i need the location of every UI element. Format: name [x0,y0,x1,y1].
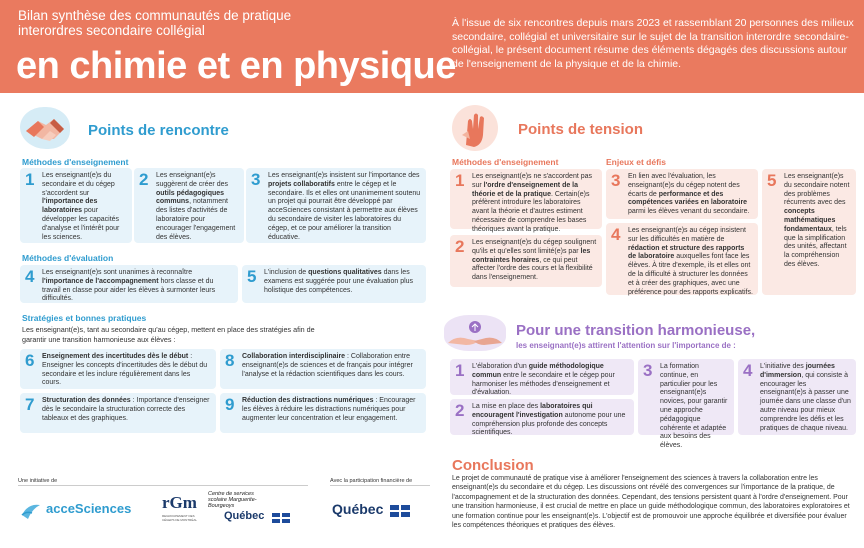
accesciences-logo-icon [20,499,42,521]
card-text: : Encourager les élèves à réduire les distractions numériques pour augmenter leur concentration et leur engagement. [242,397,416,422]
rencontre-card-5 [242,265,426,303]
card-text: auxquelles font face les élèves. À titre d'exemple, ils et elles ont de la difficulté à structurer les données et à créer des graphiques, avec une préférence pour des rapports explicatifs. [628,253,753,296]
card-bold: laboratoires qui encouragent l'investigation [472,403,593,419]
card-text: , ce qui peut affecter l'ordre des cours et la flexibilité dans l'enseignement. [472,256,593,282]
card-number: 3 [643,361,653,380]
transition-card-3 [638,359,734,450]
card-text: : Collaboration entre enseignant(e)s de sciences et de français pour intégrer l'analyse et la rédaction scientifiques dans les cours. [242,353,413,378]
points-de-rencontre-section [12,93,436,548]
tension-card-2 [450,235,602,287]
card-number: 4 [611,225,621,244]
accesciences-text: acceSciences [46,501,132,516]
rgm-subtext: REGROUPEMENT DES CÉGEPS DE MONTRÉAL [162,514,198,522]
card-number: 1 [455,171,465,190]
rencontre-card-8 [220,349,426,389]
transition-card-1 [450,359,634,395]
transition-title: Pour une transition harmonieuse, [516,322,756,339]
centre-quebec-logo [208,491,298,531]
card-number: 2 [139,170,149,189]
card-text: , tels que la simplification des unités, affectant la compréhension des élèves. [784,225,847,268]
card-text: En lien avec l'évaluation, les enseignant(e)s du cégep notent des écarts de [628,173,740,198]
card-bold: rédaction et structure des rapports de laboratoire [628,244,745,261]
rencontre-title: Points de rencontre [88,122,229,139]
footer-divider-2 [330,485,430,486]
card-number: 5 [247,267,257,286]
handshake-icon [20,107,70,149]
card-text: Les enseignant(e)s suggèrent de créer des [156,172,228,188]
card-text: entre le cégep et le secondaire. Ils et elles ont unanimement soutenu un projet qui pourrait être développé par acceSciences consistant à permettre aux élèves du secondaire de visiter les laboratoires du cégep, et ce pour améliorer la transition éducative. [268,180,421,241]
card-text: Les enseignant(e)s insistent sur l'importance des [268,172,420,179]
rencontre-card-2 [134,168,244,243]
rencontre-card-3 [246,168,426,243]
card-text: Les enseignant(e)s au cégep insistent sur les difficultés en matière de [628,227,746,243]
card-text: : Importance d'enseigner dès le secondaire la structuration correcte des tableaux et des graphiques. [42,397,210,422]
tension-card-4 [606,223,758,295]
card-bold: l'importance de l'accompagnement [42,277,159,285]
centre-text: Centre de services scolaire Marguerite-Bourgeoys [208,491,257,509]
quebec-logo-1-text: Québec [224,510,265,522]
card-bold: Enseignement des incertitudes dès le début [42,353,189,360]
card-number: 4 [743,361,753,380]
card-text: La mise en place des [472,403,541,410]
card-bold: l'ordre d'enseignement de la théorie et de la pratique [472,181,579,198]
header-subtitle: Bilan synthèse des communautés de pratique interordres secondaire collégial [18,8,292,38]
accesciences-logo [20,497,160,523]
card-bold: projets collaboratifs [268,180,335,188]
rencontre-strategies-intro: Les enseignant(e)s, tant au secondaire qu'au cégep, mettent en place des stratégies afin de garantir une transition harmonieuse aux élèves : [22,325,315,344]
right-column [436,93,864,548]
card-text: Les enseignant(e)s ne s'accordent pas sur [472,173,593,189]
raised-hand-icon [452,105,498,151]
tension-title: Points de tension [518,121,644,138]
card-text: Les enseignant(e)s du secondaire notent des problèmes récurrents avec des [784,173,850,207]
card-text: L'élaboration d'un [472,363,529,370]
card-text: . Certain(e)s préfèrent introduire les laboratoires avant la théorie et d'autres estiment nécessaire de comprendre les bases théoriques avant la pratique. [472,190,590,233]
quebec-logo-2-text: Québec [332,501,384,517]
card-number: 2 [455,237,465,256]
card-number: 5 [767,171,777,190]
card-bold: performance et des compétences variées en laboratoire [628,190,748,207]
card-text: La formation continue, en particulier pour les enseignant(e)s novices, pour garantir une approche pédagogique cohérente et adaptée aux besoins des élèves. [660,363,728,450]
conclusion-text: Le projet de communauté de pratique vise à améliorer l'enseignement des sciences à travers la collaboration entre les enseignant(e)s du secondaire et du cégep. Les discussions ont révélé des convergences sur l'importance de la pratique, de l'accompagnement et de la structuration des données. Cependant, des tensions persistent quant à l'ordre d'enseignement. Pour une transition harmonieuse, il est crucial de mettre en place un guide méthodologique commun, des laboratoires exploratoires et une formation continue pour les enseignant(e)s. L'objectif est de promouvoir une approche équilibrée et diversifiée pour évaluer les compétences théoriques et pratiques des élèves. [452,475,850,530]
rencontre-evaluation-title: Méthodes d'évaluation [22,253,114,263]
transition-card-2 [450,399,634,435]
card-text: Les enseignant(e)s du secondaire et du cégep s'accordent sur [42,172,115,197]
rencontre-methodes-title: Méthodes d'enseignement [22,157,129,167]
card-number: 4 [25,267,35,286]
card-bold: Collaboration interdisciplinaire [242,353,346,360]
card-number: 3 [251,170,261,189]
card-number: 8 [225,351,235,370]
rencontre-card-7 [20,393,216,433]
card-number: 1 [25,170,35,189]
card-bold: outils pédagogiques communs [156,189,225,206]
transition-card-4 [738,359,856,435]
card-text: autonome pour une compréhension plus profonde des concepts scientifiques. [472,411,626,437]
card-bold: journées d'immersion [760,363,835,379]
fleur-de-lis-flag-icon-2 [390,505,410,517]
card-bold: les contraintes horaires [472,247,591,264]
rencontre-card-4 [20,265,238,303]
rencontre-strategies-title: Stratégies et bonnes pratiques [22,313,147,323]
card-text: hors classe et du travail en classe pour aider les élèves à surmonter leurs difficultés. [42,277,216,303]
fleur-de-lis-flag-icon [272,513,290,523]
card-text: parmi les élèves venant du secondaire. [628,208,750,216]
card-text: L'initiative des [760,363,806,370]
rencontre-card-9 [220,393,426,433]
card-bold: concepts mathématiques fondamentaux [784,208,836,233]
card-bold: l'importance des laboratoires [42,198,98,215]
card-bold: questions qualitatives [308,269,382,276]
card-text: L'inclusion de [264,269,309,276]
tension-methodes-title: Méthodes d'enseignement [452,157,559,167]
rgm-logo [162,493,206,527]
rencontre-card-6 [20,349,216,389]
conclusion-title: Conclusion [452,457,534,474]
card-text: : Enseigner les concepts d'incertitudes dès le début du secondaire et les inclure régulièrement dans les cours. [42,353,208,387]
rgm-text: rGm [162,493,197,512]
header-banner [0,0,864,93]
header-intro: À l'issue de six rencontres depuis mars 2023 et rassemblant 20 personnes des milieux secondaire, collégial et universitaire sur le sujet de la transition interordre secondaire-collégial, le présent document résume des éléments dégagés des discussions autour de l'enseignement de la physique et de la chimie. [452,17,854,70]
participation-label: Avec la participation financière de [330,478,413,484]
footer-divider [18,485,308,486]
card-number: 1 [455,361,465,380]
hands-cell-icon [444,315,506,351]
tension-card-3 [606,169,758,219]
card-bold: Réduction des distractions numériques [242,397,374,404]
initiative-label: Une initiative de [18,478,58,484]
card-number: 6 [25,351,35,370]
card-number: 7 [25,395,35,414]
card-text: , notamment des listes d'activités de laboratoire pour encourager l'engagement des élèves. [156,198,236,241]
card-text: Les enseignant(e)s du cégep soulignent qu'ils et qu'elles sont limité(e)s par [472,239,597,255]
card-bold: guide méthodologique commun [472,363,604,379]
quebec-logo-2 [332,501,432,523]
card-text: dans les examens est suggérée pour une évaluation plus holistique des compétences. [264,269,414,294]
card-text: Les enseignant(e)s sont unanimes à reconnaître [42,269,193,276]
card-number: 2 [455,401,465,420]
transition-subtitle: les enseignant(e)s attirent l'attention sur l'importance de : [516,341,736,350]
tension-card-1 [450,169,602,233]
card-number: 3 [611,171,621,190]
card-bold: Structuration des données [42,397,131,404]
header-title: en chimie et en physique [16,45,456,87]
card-text: pour développer les capacités d'analyse et l'intérêt pour les sciences. [42,207,120,241]
rencontre-card-1 [20,168,132,243]
tension-enjeux-title: Enjeux et défis [606,157,666,167]
card-text: entre le secondaire et le cégep pour harmoniser les méthodes d'enseignement et d'évaluation. [472,371,615,397]
card-text: , qui consiste à encourager les enseignant(e)s à passer une journée dans une classe d'un autre niveau pour mieux comprendre les défis et les pratiques de chaque niveau. [760,371,851,432]
card-number: 9 [225,395,235,414]
tension-card-5 [762,169,856,295]
